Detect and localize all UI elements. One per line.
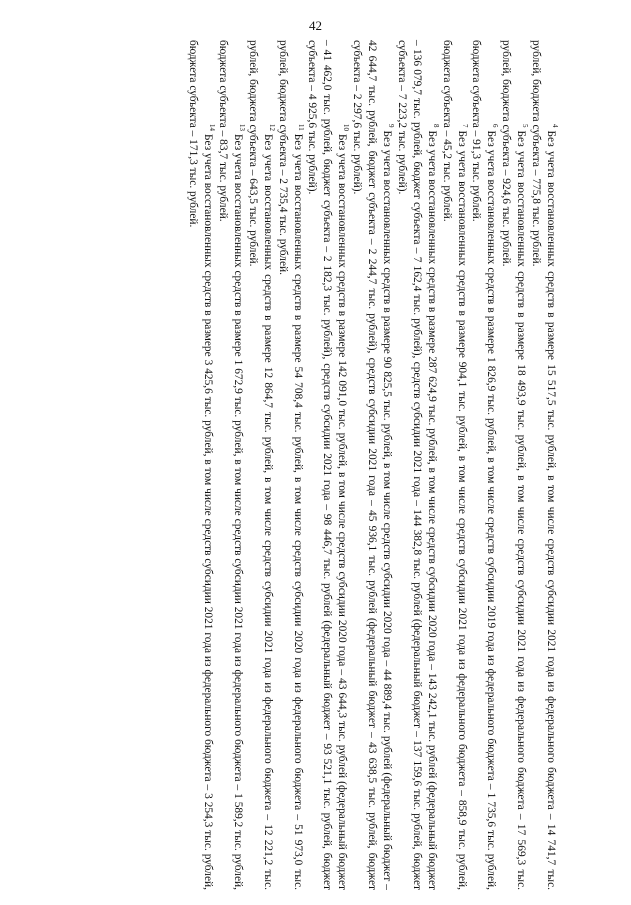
footnote-marker: 5 [520, 124, 529, 128]
footnote-text: Без учета восстановленных средств в размере 12 864,7 тыс. рублей, в том числе средств субсидии 2021 года из федерального бюджета – 12 221,2 тыс. рублей, бюджета субъекта – 643,5 тыс. рублей. [246, 40, 274, 890]
footnote-11 [275, 40, 305, 890]
footnote-marker: 12 [267, 124, 276, 131]
footnote-text: Без учета восстановленных средств в размере 287 624,9 тыс. рублей, в том числе средств субсидии 2020 года – 143 242,1 тыс. рублей (федеральный бюджет – 136 079,7 тыс. рублей, бюджет субъекта – 7 162,4 тыс. рублей), средств субсидии 2021 года – 144 382,8 тыс. рублей (федеральный бюджет – 137 159,6 тыс. рублей, бюджет субъекта – 7 223,2 тыс. рублей). [395, 40, 438, 890]
footnote-text: Без учета восстановленных средств в размере 3 425,6 тыс. рублей, в том числе средств субсидии 2021 года из федерального бюджета – 3 254,3 тыс. рублей, бюджета субъекта – 171,3 тыс. рублей. [187, 40, 215, 890]
footnote-marker: 6 [491, 124, 500, 128]
footnote-7 [439, 40, 469, 890]
footnote-13 [215, 40, 245, 890]
footnote-10 [305, 40, 350, 890]
footnote-marker: 8 [431, 124, 440, 128]
footnote-text: Без учета восстановленных средств в размере 54 708,4 тыс. рублей, в том числе средств субсидии 2020 года из федерального бюджета – 51 973,0 тыс. рублей, бюджета субъекта – 2 735,4 тыс. рублей. [276, 40, 304, 890]
footnote-marker: 10 [342, 124, 351, 131]
footnote-6 [469, 40, 499, 890]
footnote-marker: 4 [550, 124, 559, 128]
footnote-marker: 9 [386, 124, 395, 128]
footnote-5 [498, 40, 528, 890]
footnote-text: Без учета восстановленных средств в размере 904,1 тыс. рублей, в том числе средств субсидии 2021 года из федерального бюджета – 858,9 тыс. рублей, бюджета субъекта – 45,2 тыс. рублей. [440, 40, 468, 890]
footnote-text: Без учета восстановленных средств в размере 90 825,5 тыс. рублей, в том числе средств субсидии 2020 года – 44 889,4 тыс. рублей (федеральный бюджет – 42 644,7 тыс. рублей, бюджет субъекта – 2 244,7 тыс. рублей), средств субсидии 2021 года – 45 936,1 тыс. рублей (федеральный бюджет – 43 638,5 тыс. рублей, бюджет субъекта – 2 297,6 тыс. рублей). [351, 40, 394, 890]
footnote-text: Без учета восстановленных средств в размере 15 517,5 тыс. рублей, в том числе средств субсидии 2021 года из федерального бюджета – 14 741,7 тыс. рублей, бюджета субъекта – 775,8 тыс. рублей. [530, 40, 557, 890]
footnote-9 [349, 40, 394, 890]
footnote-text: Без учета восстановленных средств в размере 1 826,9 тыс. рублей, в том числе средств субсидии 2019 года из федерального бюджета – 1 735,6 тыс. рублей, бюджета субъекта – 91,3 тыс. рублей. [470, 40, 498, 890]
footnote-marker: 7 [461, 124, 470, 128]
page-number: 42 [309, 18, 322, 33]
footnote-12 [245, 40, 275, 890]
footnotes-block [88, 40, 558, 890]
footnote-marker: 13 [237, 124, 246, 131]
footnote-marker: 14 [207, 124, 216, 131]
footnote-14 [185, 40, 215, 890]
footnote-4 [528, 40, 558, 890]
footnote-8 [394, 40, 439, 890]
footnote-marker: 11 [297, 124, 306, 131]
footnote-text: Без учета восстановленных средств в размере 1 672,9 тыс. рублей, в том числе средств субсидии 2021 года из федерального бюджета – 1 589,2 тыс. рублей, бюджета субъекта – 83,7 тыс. рублей. [217, 40, 244, 890]
footnote-text: Без учета восстановленных средств в размере 142 091,0 тыс. рублей, в том числе средств субсидии 2020 года – 43 644,3 тыс. рублей (федеральный бюджет – 41 462,0 тыс. рублей, бюджет субъекта – 2 182,3 тыс. рублей), средств субсидии 2021 года – 98 446,7 тыс. рублей (федеральный бюджет – 93 521,1 тыс. рублей, бюджет субъекта – 4 925,6 тыс. рублей). [306, 40, 349, 890]
footnote-text: Без учета восстановленных средств в размере 18 493,9 тыс. рублей, в том числе средств субсидии 2021 года из федерального бюджета – 17 569,3 тыс. рублей, бюджета субъекта – 924,6 тыс. рублей. [500, 40, 528, 890]
